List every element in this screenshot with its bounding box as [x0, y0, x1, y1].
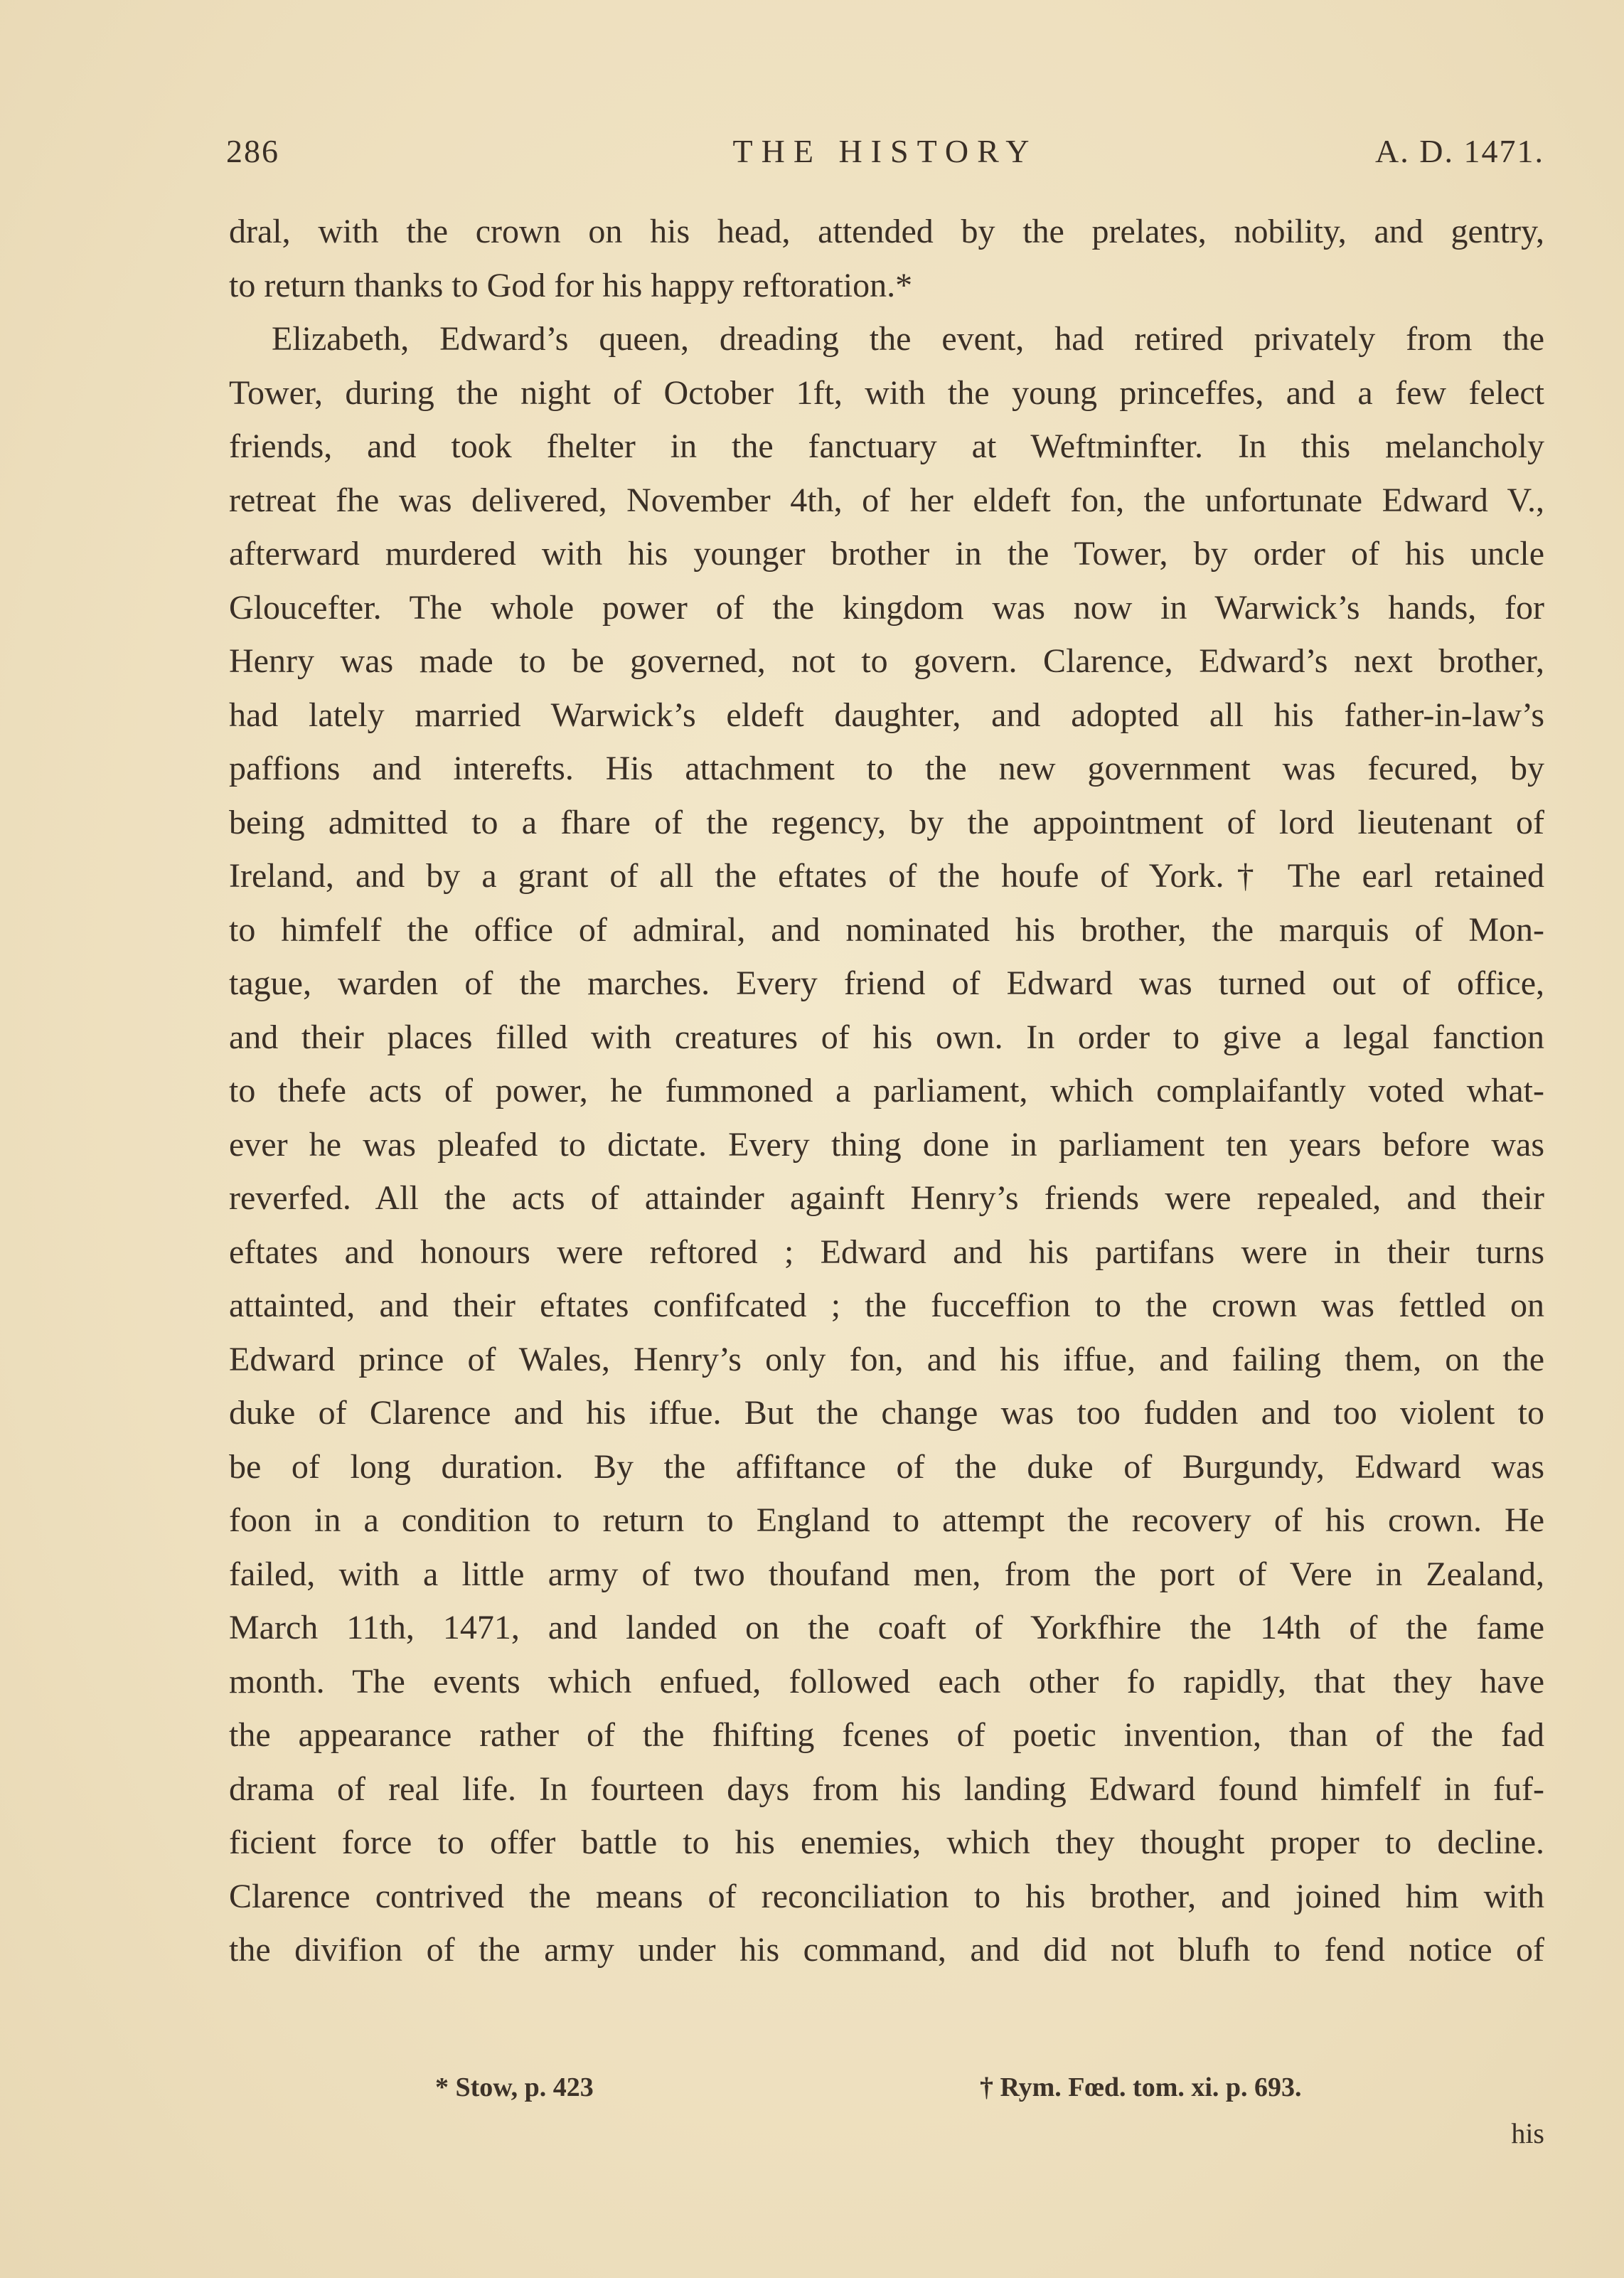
text-line: be of long duration. By the affiftance of the duke of Burgundy, Edward was — [229, 1447, 1544, 1486]
running-header — [226, 127, 1544, 176]
text-line: Gloucefter. The whole power of the kingdom was now in Warwick’s hands, for — [229, 588, 1544, 627]
text-line: being admitted to a fhare of the regency, by the appointment of lord lieutenant of — [229, 803, 1544, 841]
text-line: to thefe acts of power, he fummoned a parliament, which complaifantly voted what- — [229, 1072, 1544, 1109]
text-line: paffions and interefts. His attachment to the new government was fecured, by — [229, 750, 1544, 787]
text-line: ficient force to offer battle to his enemies, which they thought proper to decline. — [229, 1824, 1544, 1861]
catchword: his — [1511, 2117, 1544, 2149]
text-line: Henry was made to be governed, not to govern. Clarence, Edward’s next brother, — [229, 642, 1544, 680]
text-line: the divifion of the army under his command, and did not blufh to fend notice of — [229, 1931, 1544, 1969]
text-line: Elizabeth, Edward’s queen, dreading the event, had retired privately from the — [272, 320, 1544, 358]
text-line: friends, and took fhelter in the fanctuary at Weftminfter. In this melancholy — [229, 427, 1544, 465]
text-line: Tower, during the night of October 1ft, with the young princeffes, and a few felect — [229, 373, 1544, 412]
text-line: failed, with a little army of two thoufand men, from the port of Vere in Zealand, — [229, 1555, 1544, 1593]
text-line: month. The events which enfued, followed each other fo rapidly, that they have — [229, 1662, 1544, 1700]
text-line: ever he was pleafed to dictate. Every thing done in parliament ten years before was — [229, 1125, 1544, 1164]
footnote-stow: * Stow, p. 423 — [435, 2072, 594, 2102]
text-line: to himfelf the office of admiral, and nominated his brother, the marquis of Mon- — [229, 910, 1544, 949]
text-line: Ireland, and by a grant of all the eftates of the houfe of York.† The earl retained — [229, 857, 1544, 895]
text-line: dral, with the crown on his head, attended by the prelates, nobility, and gentry, — [229, 213, 1544, 250]
text-line: foon in a condition to return to England to attempt the recovery of his crown. He — [229, 1501, 1544, 1539]
text-line: afterward murdered with his younger brother in the Tower, by order of his uncle — [229, 535, 1544, 573]
text-line: to return thanks to God for his happy reftoration.* — [229, 266, 913, 304]
text-line: and their places filled with creatures of his own. In order to give a legal fanction — [229, 1018, 1544, 1056]
text-line: duke of Clarence and his iffue. But the change was too fudden and too violent to — [229, 1394, 1544, 1432]
text-line: March 11th, 1471, and landed on the coaft of Yorkfhire the 14th of the fame — [229, 1609, 1544, 1646]
year-reference: A. D. 1471. — [1375, 133, 1544, 169]
text-line: reverfed. All the acts of attainder againft Henry’s friends were repealed, and their — [229, 1179, 1544, 1217]
text-line: Edward prince of Wales, Henry’s only fon, and his iffue, and failing them, on the — [229, 1340, 1544, 1378]
text-line: retreat fhe was delivered, November 4th, of her eldeft fon, the unfortunate Edward V., — [229, 481, 1544, 519]
text-line: drama of real life. In fourteen days from his landing Edward found himfelf in fuf- — [229, 1769, 1544, 1808]
footnote-rymer: † Rym. Fœd. tom. xi. p. 693. — [980, 2072, 1302, 2102]
body-text — [229, 205, 1544, 1977]
text-line: the appearance rather of the fhifting fcenes of poetic invention, than of the fad — [229, 1716, 1544, 1754]
text-line: eftates and honours were reftored ; Edward and his partifans were in their turns — [229, 1233, 1544, 1271]
text-line: attainted, and their eftates confifcated ; the fucceffion to the crown was fettled on — [229, 1287, 1544, 1324]
text-line: Clarence contrived the means of reconciliation to his brother, and joined him with — [229, 1877, 1544, 1915]
running-title: THE HISTORY — [732, 133, 1038, 169]
text-line: had lately married Warwick’s eldeft daughter, and adopted all his father-in-law’s — [229, 696, 1544, 734]
page-number: 286 — [226, 133, 279, 169]
text-line: tague, warden of the marches. Every friend of Edward was turned out of office, — [229, 964, 1544, 1002]
